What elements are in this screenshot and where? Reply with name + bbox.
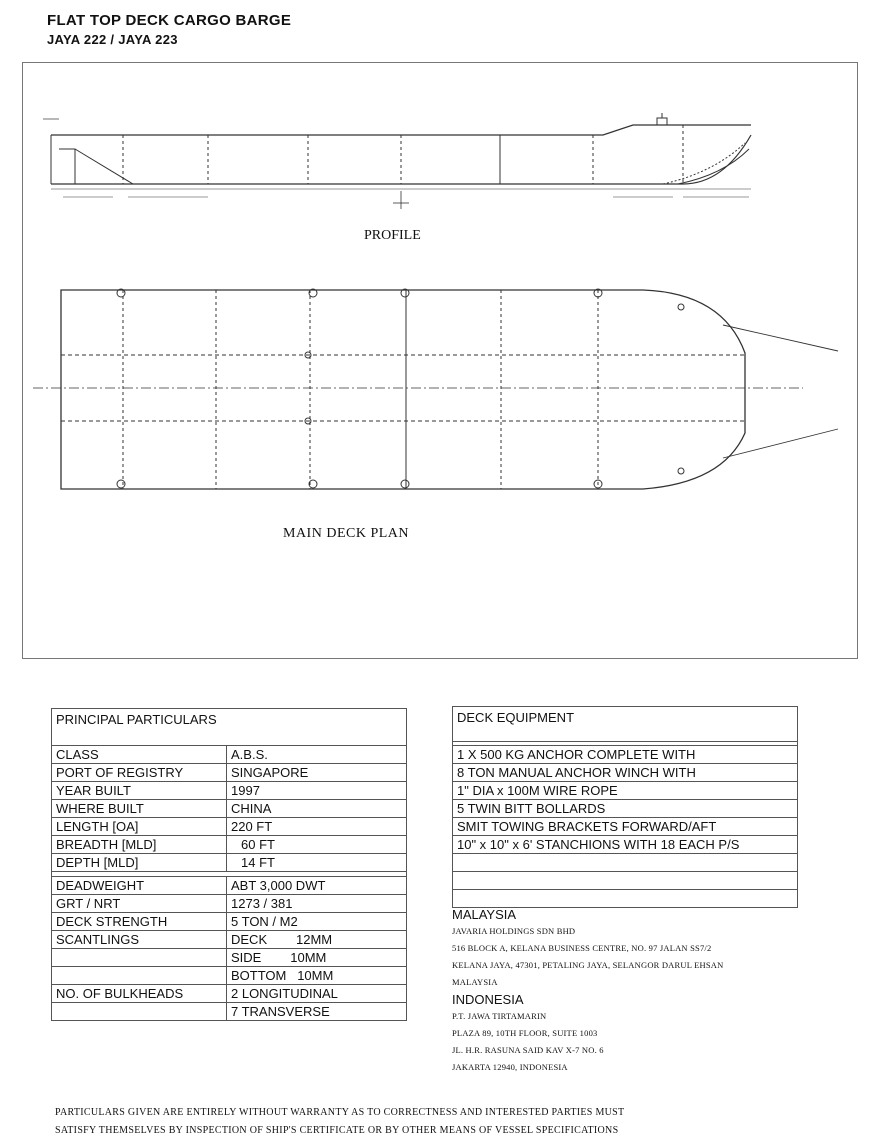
equipment-item: SMIT TOWING BRACKETS FORWARD/AFT — [453, 818, 798, 836]
particular-label: DECK STRENGTH — [52, 913, 227, 931]
equipment-item: 5 TWIN BITT BOLLARDS — [453, 800, 798, 818]
particular-value: ABT 3,000 DWT — [227, 877, 407, 895]
particular-value: SINGAPORE — [227, 764, 407, 782]
malaysia-address-line: 516 BLOCK A, KELANA BUSINESS CENTRE, NO. 97 JALAN SS7/2 — [452, 943, 712, 953]
particular-label: SCANTLINGS — [52, 931, 227, 949]
equipment-item: 10" x 10" x 6' STANCHIONS WITH 18 EACH P/S — [453, 836, 798, 854]
particular-value: 1997 — [227, 782, 407, 800]
general-arrangement-drawing — [22, 62, 858, 659]
table-row — [453, 854, 798, 872]
particular-value: 7 TRANSVERSE — [227, 1003, 407, 1021]
equipment-item — [453, 854, 798, 872]
particular-label: LENGTH [OA] — [52, 818, 227, 836]
particular-label: WHERE BUILT — [52, 800, 227, 818]
equipment-item: 1 X 500 KG ANCHOR COMPLETE WITH — [453, 746, 798, 764]
disclaimer-line: PARTICULARS GIVEN ARE ENTIRELY WITHOUT WARRANTY AS TO CORRECTNESS AND INTERESTED PARTIES MUST — [55, 1107, 625, 1118]
malaysia-heading: MALAYSIA — [452, 907, 517, 922]
particular-value: 220 FT — [227, 818, 407, 836]
particular-label: NO. OF BULKHEADS — [52, 985, 227, 1003]
malaysia-address-line: MALAYSIA — [452, 977, 498, 987]
table-row — [453, 890, 798, 908]
deck-equipment-heading: DECK EQUIPMENT — [453, 707, 798, 742]
particular-value: A.B.S. — [227, 746, 407, 764]
indonesia-address-line: JAKARTA 12940, INDONESIA — [452, 1062, 568, 1072]
profile-view — [43, 113, 751, 209]
particular-value: 5 TON / M2 — [227, 913, 407, 931]
table-row — [453, 836, 798, 854]
particular-label — [52, 1003, 227, 1021]
table-row — [52, 746, 407, 764]
deck-plan-view — [33, 289, 838, 489]
principal-particulars-heading: PRINCIPAL PARTICULARS — [52, 709, 407, 746]
barge-drawing — [23, 63, 857, 658]
malaysia-address-line: JAVARIA HOLDINGS SDN BHD — [452, 926, 576, 936]
table-row — [453, 800, 798, 818]
indonesia-address-line: JL. H.R. RASUNA SAID KAV X-7 NO. 6 — [452, 1045, 604, 1055]
principal-particulars-table — [51, 708, 407, 1021]
particular-label — [52, 967, 227, 985]
particular-label: DEPTH [MLD] — [52, 854, 227, 872]
equipment-item — [453, 890, 798, 908]
particular-value: 1273 / 381 — [227, 895, 407, 913]
particular-value: SIDE 10MM — [227, 949, 407, 967]
equipment-item: 8 TON MANUAL ANCHOR WINCH WITH — [453, 764, 798, 782]
particular-label: YEAR BUILT — [52, 782, 227, 800]
table-row — [52, 931, 407, 949]
indonesia-address-line: P.T. JAWA TIRTAMARIN — [452, 1011, 547, 1021]
equipment-item — [453, 872, 798, 890]
particular-label: PORT OF REGISTRY — [52, 764, 227, 782]
particular-value: 60 FT — [227, 836, 407, 854]
disclaimer — [55, 1104, 855, 1140]
table-row — [52, 913, 407, 931]
table-row — [52, 800, 407, 818]
malaysia-address-line: KELANA JAYA, 47301, PETALING JAYA, SELANGOR DARUL EHSAN — [452, 960, 724, 970]
particular-value: DECK 12MM — [227, 931, 407, 949]
table-row — [52, 949, 407, 967]
table-row — [52, 836, 407, 854]
table-row — [453, 818, 798, 836]
table-row — [52, 895, 407, 913]
document-title: FLAT TOP DECK CARGO BARGE — [47, 12, 292, 29]
table-row — [52, 877, 407, 895]
contact-addresses — [452, 906, 832, 1076]
particular-label: BREADTH [MLD] — [52, 836, 227, 854]
vessel-names: JAYA 222 / JAYA 223 — [47, 32, 178, 47]
particular-label — [52, 949, 227, 967]
table-row — [52, 782, 407, 800]
profile-label: PROFILE — [364, 228, 421, 243]
table-row — [52, 764, 407, 782]
particular-value: BOTTOM 10MM — [227, 967, 407, 985]
equipment-item: 1" DIA x 100M WIRE ROPE — [453, 782, 798, 800]
table-row — [453, 746, 798, 764]
particular-value: 2 LONGITUDINAL — [227, 985, 407, 1003]
table-row — [52, 985, 407, 1003]
table-row — [52, 818, 407, 836]
deck-equipment-table — [452, 706, 798, 908]
main-deck-plan-label: MAIN DECK PLAN — [283, 526, 409, 541]
particular-label: CLASS — [52, 746, 227, 764]
disclaimer-line: SATISFY THEMSELVES BY INSPECTION OF SHIP'S CERTIFICATE OR BY OTHER MEANS OF VESSEL SPECIFICATIONS — [55, 1125, 619, 1136]
table-row — [453, 872, 798, 890]
particular-label: GRT / NRT — [52, 895, 227, 913]
particular-value: CHINA — [227, 800, 407, 818]
table-row — [453, 782, 798, 800]
table-row — [52, 1003, 407, 1021]
table-row — [453, 764, 798, 782]
particular-label: DEADWEIGHT — [52, 877, 227, 895]
particular-value: 14 FT — [227, 854, 407, 872]
indonesia-heading: INDONESIA — [452, 992, 524, 1007]
table-row — [52, 854, 407, 872]
indonesia-address-line: PLAZA 89, 10TH FLOOR, SUITE 1003 — [452, 1028, 598, 1038]
table-row — [52, 967, 407, 985]
